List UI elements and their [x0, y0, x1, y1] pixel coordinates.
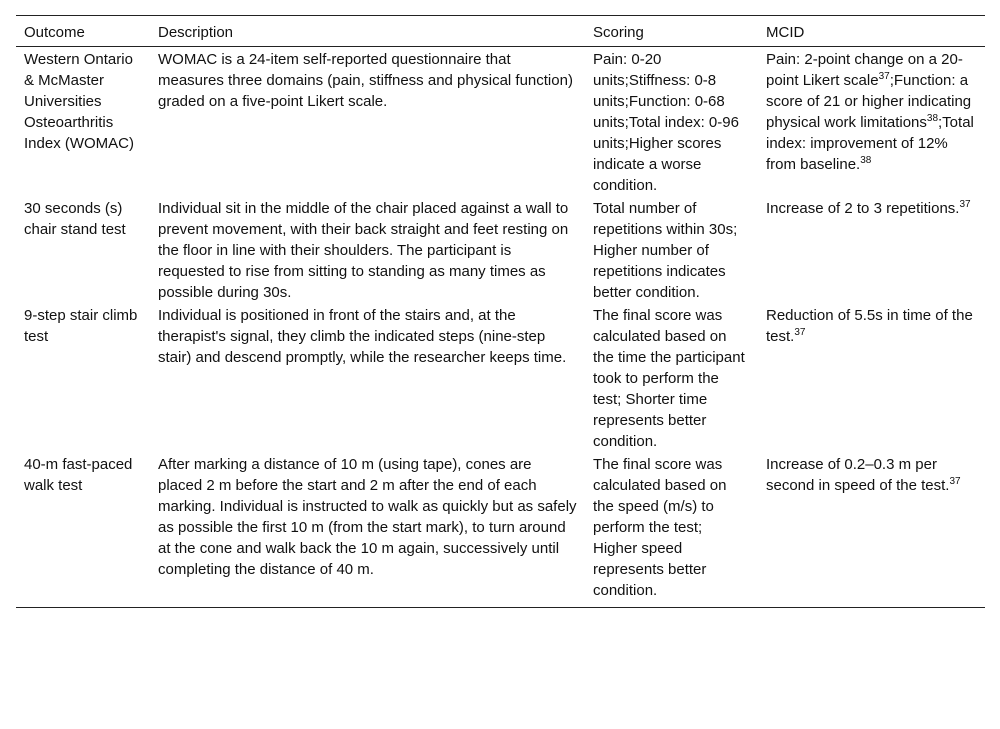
cell-description: Individual sit in the middle of the chair placed against a wall to prevent movement, with their back straight and feet resting on the floor in line with their shoulders. The participant is requested to rise from sitting to standing as many times as possible during 30s.	[158, 200, 569, 301]
header-mcid: MCID	[758, 16, 985, 47]
cell-outcome: 40-m fast-paced walk test	[16, 452, 150, 608]
mcid-text: Pain: 2-point change on a 20-point Likert scale	[766, 51, 963, 89]
mcid-text: ;Total index: improvement of 12% from baseline.	[766, 114, 974, 173]
mcid-text: Increase of 2 to 3 repetitions.	[766, 200, 960, 217]
cell-scoring: The final score was calculated based on the speed (m/s) to perform the test; Higher speed represents better condition.	[585, 452, 758, 608]
table-row	[16, 452, 985, 608]
citation-ref: 37	[878, 71, 890, 82]
cell-mcid	[758, 196, 985, 303]
header-outcome: Outcome	[16, 16, 150, 47]
mcid-text: Reduction of 5.5s in time of the test.	[766, 307, 973, 345]
citation-ref: 38	[926, 113, 939, 124]
cell-outcome: 30 seconds (s) chair stand test	[24, 200, 126, 238]
cell-outcome: Western Ontario & McMaster Universities Osteoarthritis Index (WOMAC)	[24, 51, 135, 152]
table-body	[16, 47, 985, 608]
citation-ref: 37	[949, 476, 961, 487]
header-row	[16, 16, 985, 47]
outcome-table-container	[16, 15, 985, 608]
cell-mcid	[758, 303, 985, 452]
header-description: Description	[150, 16, 585, 47]
table-row	[16, 303, 985, 452]
cell-mcid	[758, 47, 985, 197]
mcid-text: Increase of 0.2–0.3 m per second in speed of the test.	[766, 456, 950, 494]
cell-scoring: Pain: 0-20 units;Stiffness: 0-8 units;Function: 0-68 units;Total index: 0-96 units;Higher scores indicate a worse condition.	[593, 51, 739, 194]
cell-outcome: 9-step stair climb test	[24, 307, 138, 345]
citation-ref: 37	[959, 199, 971, 210]
mcid-text: ;Function: a score of 21 or higher indicating physical work limitations	[766, 72, 972, 131]
cell-description: WOMAC is a 24-item self-reported questionnaire that measures three domains (pain, stiffness and physical function) graded on a five-point Likert scale.	[158, 51, 573, 110]
citation-ref: 37	[794, 327, 806, 338]
cell-scoring: Total number of repetitions within 30s; Higher number of repetitions indicates better condition.	[593, 200, 738, 301]
citation-ref: 38	[860, 155, 872, 166]
table-row	[16, 196, 985, 303]
table-header	[16, 16, 985, 47]
cell-scoring: The final score was calculated based on the time the participant took to perform the test; Shorter time represents better condition.	[593, 307, 745, 450]
header-scoring: Scoring	[585, 16, 758, 47]
outcome-measures-table	[16, 15, 985, 608]
table-row	[16, 47, 985, 197]
cell-mcid	[758, 452, 985, 608]
cell-description: After marking a distance of 10 m (using tape), cones are placed 2 m before the start and 2 m after the end of each marking. Individual is instructed to walk as quickly but as safely as possible the first 10 m (from the start mark), to turn around at the cone and walk back the 10 m again, successively until completing the distance of 40 m.	[150, 452, 585, 608]
cell-description: Individual is positioned in front of the stairs and, at the therapist's signal, they climb the indicated steps (nine-step stair) and descend promptly, while the researcher keeps time.	[158, 307, 567, 366]
